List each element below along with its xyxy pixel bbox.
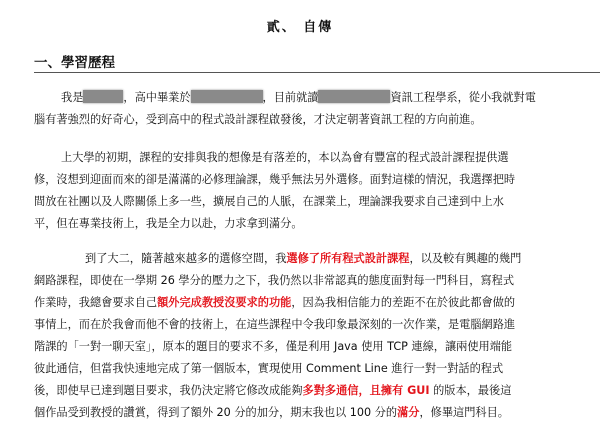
section-title: 一、學習歷程 xyxy=(34,55,115,71)
text-segment: ，以及較有興趣的幾門 xyxy=(409,252,522,265)
text-segment: 到了大二，隨著越來越多的選修空間，我 xyxy=(85,252,287,265)
text-segment: ，修畢這門科目。 xyxy=(419,406,509,419)
text-segment: 資訊工程學系，從小我就對電 xyxy=(390,91,536,104)
text-segment: ，高中畢業於 xyxy=(123,91,191,104)
p2-line-4: 平，但在專業技術上，我是全力以赴，力求拿到滿分。 xyxy=(34,217,303,230)
section-divider xyxy=(34,72,600,73)
p3-line-2: 網路課程，即使在一學期 26 學分的壓力之下，我仍然以非常認真的態度面對每一門科目，寫程式 xyxy=(34,274,515,287)
p2-line-3: 間放在社團以及人際關係上多一些，擴展自己的人脈，在課業上，理論課我要求自己達到中上水 xyxy=(34,195,504,208)
redacted-school xyxy=(191,90,263,103)
text-segment: ，目前就讀 xyxy=(262,91,319,104)
highlight-text: 選修了所有程式設計課程 xyxy=(286,252,410,265)
p3-line-1 xyxy=(85,249,521,269)
highlight-text: 額外完成教授沒要求的功能 xyxy=(157,296,292,309)
redacted-university xyxy=(318,90,390,103)
highlight-text: 滿分 xyxy=(397,406,420,419)
text-segment: 作業時，我總會要求自己 xyxy=(34,296,158,309)
p2-line-1: 上大學的初期，課程的安排與我的想像是有落差的，本以為會有豐富的程式設計課程提供選 xyxy=(61,151,509,164)
p3-line-6: 彼此通信，但當我快速地完成了第一個版本，實現使用 Comment Line 進行一對一對話的程式 xyxy=(34,362,504,375)
page-title: 貳、 自傳 xyxy=(266,20,334,35)
p1-line-1 xyxy=(61,88,536,108)
p3-line-4: 事情上，而在於我會而他不會的技術上，在這些課程中令我印象最深刻的一次作業，是電腦網路進 xyxy=(34,318,516,331)
p3-line-5: 階課的「一對一聊天室」，原本的題目的要求不多，僅是利用 Java 使用 TCP 連線，讓兩使用端能 xyxy=(34,340,513,353)
text-segment: 後，即使早已達到題目要求，我仍決定將它修改成能夠 xyxy=(34,384,303,397)
p3-line-8 xyxy=(34,403,509,423)
redacted-name xyxy=(83,90,123,103)
text-segment: 的版本，最後這 xyxy=(429,384,512,397)
text-segment: 個作品受到教授的讚賞，得到了額外 20 分的加分，期末我也以 100 分的 xyxy=(34,406,398,419)
p2-line-2: 修，沒想到迎面而來的卻是滿滿的必修理論課，幾乎無法另外選修。面對這樣的情況，我選擇把時 xyxy=(34,173,516,186)
p3-line-3 xyxy=(34,293,515,313)
text-segment: ，因為我相信能力的差距不在於彼此都會做的 xyxy=(291,296,516,309)
p3-line-7 xyxy=(34,381,511,401)
p1-line-2: 腦有著強烈的好奇心，受到高中的程式設計課程啟發後，才決定朝著資訊工程的方向前進。 xyxy=(34,113,482,126)
text-segment: 我是 xyxy=(61,91,84,104)
highlight-text: 多對多通信，且擁有 GUI xyxy=(302,384,430,397)
